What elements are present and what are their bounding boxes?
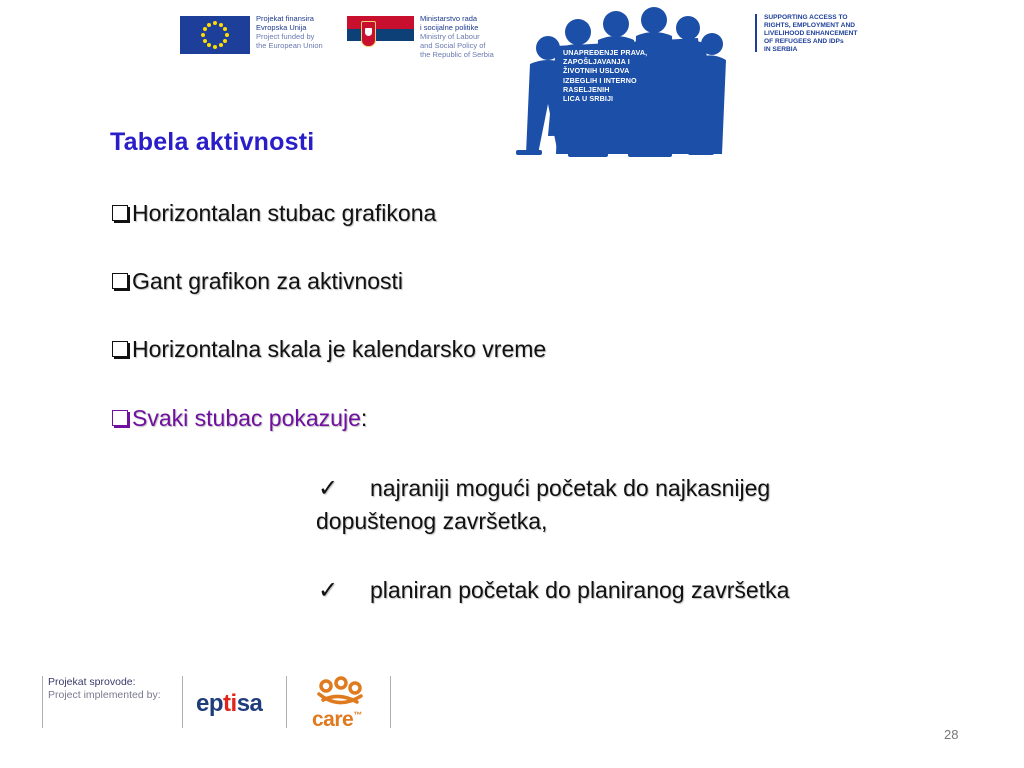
eu-star-icon (203, 27, 207, 31)
crowd-line-4: IZBEGLIH I INTERNO (563, 75, 637, 85)
crowd-line-2: ZAPOŠLJAVANJA I (563, 57, 630, 67)
check-item-1-line-2: dopuštenog završetka, (316, 508, 548, 534)
ministry-line-4: and Social Policy of (420, 41, 486, 50)
checkmark-icon: ✓ (318, 577, 339, 604)
implemented-line-1: Projekat sprovode: (48, 676, 136, 688)
eu-star-icon (201, 33, 205, 37)
check-text-1a: najraniji mogući početak do najkasnijeg (370, 475, 771, 501)
footer-divider-2 (286, 676, 287, 728)
project-title-overlay (563, 48, 693, 103)
checkbox-bullet-icon (112, 273, 128, 289)
header-divider (755, 14, 757, 52)
eptisa-part-1: ep (196, 690, 224, 717)
check-item-2 (318, 576, 789, 605)
project-line-1: SUPPORTING ACCESS TO (764, 14, 848, 21)
eu-star-icon (223, 39, 227, 43)
implemented-line-2: Project implemented by: (48, 689, 161, 701)
project-line-4: OF REFUGEES AND IDPs (764, 38, 844, 45)
eu-line-3: Project funded by (256, 32, 315, 41)
project-line-2: RIGHTS, EMPLOYMENT AND (764, 22, 855, 29)
slide-title: Tabela aktivnosti (110, 128, 315, 156)
crowd-line-1: UNAPREĐENJE PRAVA, (563, 48, 648, 57)
eu-star-icon (219, 43, 223, 47)
eptisa-part-2: ti (223, 690, 237, 717)
ministry-line-1: Ministarstvo rada (420, 14, 478, 23)
eu-star-icon (207, 43, 211, 47)
checkmark-icon: ✓ (318, 475, 339, 502)
care-logo-text (312, 708, 362, 732)
bullet-text-2: Gant grafikon za aktivnosti (132, 268, 404, 294)
check-text-2: planiran početak do planiranog završetka (370, 577, 790, 603)
eu-line-4: the European Union (256, 41, 323, 50)
footer-divider-left (42, 676, 43, 728)
eu-star-icon (225, 33, 229, 37)
eu-line-1: Projekat finansira (256, 14, 314, 23)
ministry-line-5: the Republic of Serbia (420, 50, 494, 59)
bullet-text-1: Horizontalan stubac grafikona (132, 200, 437, 226)
checkbox-bullet-icon (112, 205, 128, 221)
ministry-line-2: i socijalne politike (420, 23, 479, 32)
check-item-1-line-1 (318, 474, 770, 503)
eu-line-2: Evropska Unija (256, 23, 307, 32)
implemented-by-label (48, 676, 161, 702)
footer-divider-3 (390, 676, 391, 728)
bullet-colon: : (360, 405, 368, 431)
bullet-item-3 (112, 336, 546, 363)
eu-star-icon (213, 45, 217, 49)
coat-of-arms-icon (361, 21, 376, 47)
eu-flag-logo (180, 16, 250, 54)
care-name: care (312, 708, 354, 731)
eu-star-icon (223, 27, 227, 31)
project-line-3: LIVELIHOOD ENHANCEMENT (764, 30, 858, 37)
serbia-flag-logo (347, 16, 414, 54)
eu-star-icon (207, 23, 211, 27)
crowd-line-3: ŽIVOTNIH USLOVA (563, 66, 630, 76)
footer-divider-1 (182, 676, 183, 728)
eptisa-logo (196, 690, 262, 718)
crowd-line-5: RASELJENIH (563, 84, 610, 94)
checkbox-bullet-icon (112, 410, 128, 426)
eptisa-part-3: sa (236, 690, 263, 717)
project-line-5: IN SERBIA (764, 46, 798, 53)
ministry-text (420, 14, 510, 59)
eu-star-icon (219, 23, 223, 27)
care-trademark: ™ (353, 710, 362, 720)
crowd-line-6: LICA U SRBIJI (563, 94, 614, 104)
bullet-item-2 (112, 268, 403, 295)
eu-star-icon (213, 21, 217, 25)
bullet-item-4 (112, 405, 367, 432)
checkbox-bullet-icon (112, 341, 128, 357)
bullet-text-4: Svaki stubac pokazuje (132, 405, 361, 431)
ministry-line-3: Ministry of Labour (420, 32, 480, 41)
eu-funding-text (256, 14, 346, 50)
page-number: 28 (944, 727, 959, 742)
bullet-item-1 (112, 200, 436, 227)
bullet-text-3: Horizontalna skala je kalendarsko vreme (132, 336, 547, 362)
project-description (764, 14, 894, 54)
eu-star-icon (203, 39, 207, 43)
